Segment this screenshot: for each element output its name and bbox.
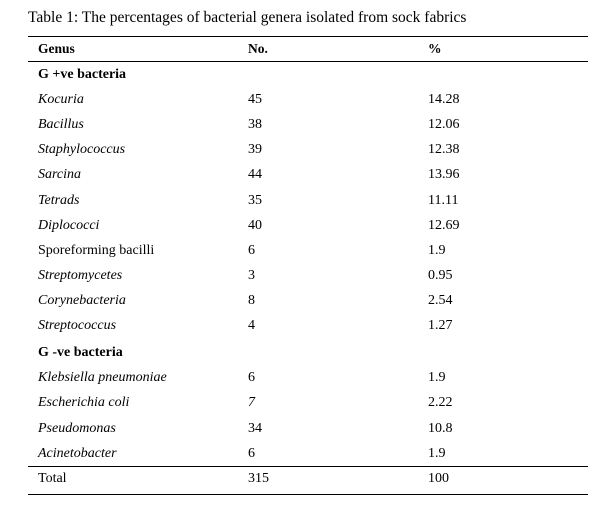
percent-cell: 12.06 (428, 117, 460, 132)
count-cell: 44 (248, 167, 262, 182)
genus-cell: Sporeforming bacilli (38, 243, 155, 258)
section-row-gram-negative (28, 343, 588, 368)
genus-cell: Corynebacteria (38, 293, 126, 308)
percent-cell: 1.9 (428, 446, 446, 461)
count-cell: 34 (248, 421, 262, 436)
percent-cell: 1.9 (428, 243, 446, 258)
percent-cell: 10.8 (428, 421, 453, 436)
total-percent: 100 (428, 471, 449, 486)
count-cell: 39 (248, 142, 262, 157)
total-row (28, 469, 588, 494)
count-cell: 8 (248, 293, 255, 308)
count-cell: 38 (248, 117, 262, 132)
header-genus: Genus (38, 41, 75, 56)
section-row-gram-positive (28, 65, 588, 90)
count-cell: 6 (248, 243, 255, 258)
total-label: Total (38, 471, 67, 486)
header-percent: % (428, 41, 442, 56)
count-cell: 6 (248, 446, 255, 461)
percent-cell: 13.96 (428, 167, 460, 182)
section-label: G -ve bacteria (38, 345, 123, 360)
genus-cell: Sarcina (38, 167, 82, 182)
percent-cell: 12.38 (428, 142, 460, 157)
table-caption: Table 1: The percentages of bacterial genera isolated from sock fabrics (28, 9, 467, 26)
table-row (28, 419, 588, 444)
count-cell: 6 (248, 370, 255, 385)
genus-cell: Streptomycetes (38, 268, 123, 283)
count-cell: 45 (248, 92, 262, 107)
header-rule (28, 61, 588, 62)
genus-cell: Pseudomonas (38, 421, 116, 436)
table-row (28, 291, 588, 316)
percent-cell: 2.54 (428, 293, 453, 308)
genus-cell: Kocuria (38, 92, 84, 107)
header-no: No. (248, 41, 268, 56)
table-row (28, 266, 588, 291)
genus-cell: Streptococcus (38, 318, 117, 333)
table-row (28, 191, 588, 216)
count-cell: 7 (248, 395, 255, 410)
count-cell: 3 (248, 268, 255, 283)
table-row (28, 115, 588, 140)
count-cell: 4 (248, 318, 255, 333)
table-row (28, 216, 588, 241)
table-row (28, 90, 588, 115)
genus-cell: Staphylococcus (38, 142, 126, 157)
percent-cell: 1.27 (428, 318, 453, 333)
count-cell: 40 (248, 218, 262, 233)
percent-cell: 0.95 (428, 268, 453, 283)
total-count: 315 (248, 471, 269, 486)
genus-cell: Bacillus (38, 117, 84, 132)
table-row (28, 393, 588, 418)
percent-cell: 12.69 (428, 218, 460, 233)
table-row (28, 368, 588, 393)
genus-cell: Tetrads (38, 193, 80, 208)
percent-cell: 1.9 (428, 370, 446, 385)
section-label: G +ve bacteria (38, 67, 127, 82)
genus-cell: Klebsiella pneumoniae (38, 370, 167, 385)
percent-cell: 14.28 (428, 92, 460, 107)
genus-cell: Escherichia coli (38, 395, 130, 410)
table-row (28, 316, 588, 341)
table-row (28, 241, 588, 266)
top-rule (28, 36, 588, 37)
genus-cell: Diplococci (38, 218, 100, 233)
table-row (28, 140, 588, 165)
genus-cell: Acinetobacter (38, 446, 117, 461)
percent-cell: 2.22 (428, 395, 453, 410)
bottom-rule (28, 494, 588, 495)
total-rule (28, 466, 588, 467)
percent-cell: 11.11 (428, 193, 459, 208)
table-row (28, 165, 588, 190)
count-cell: 35 (248, 193, 262, 208)
